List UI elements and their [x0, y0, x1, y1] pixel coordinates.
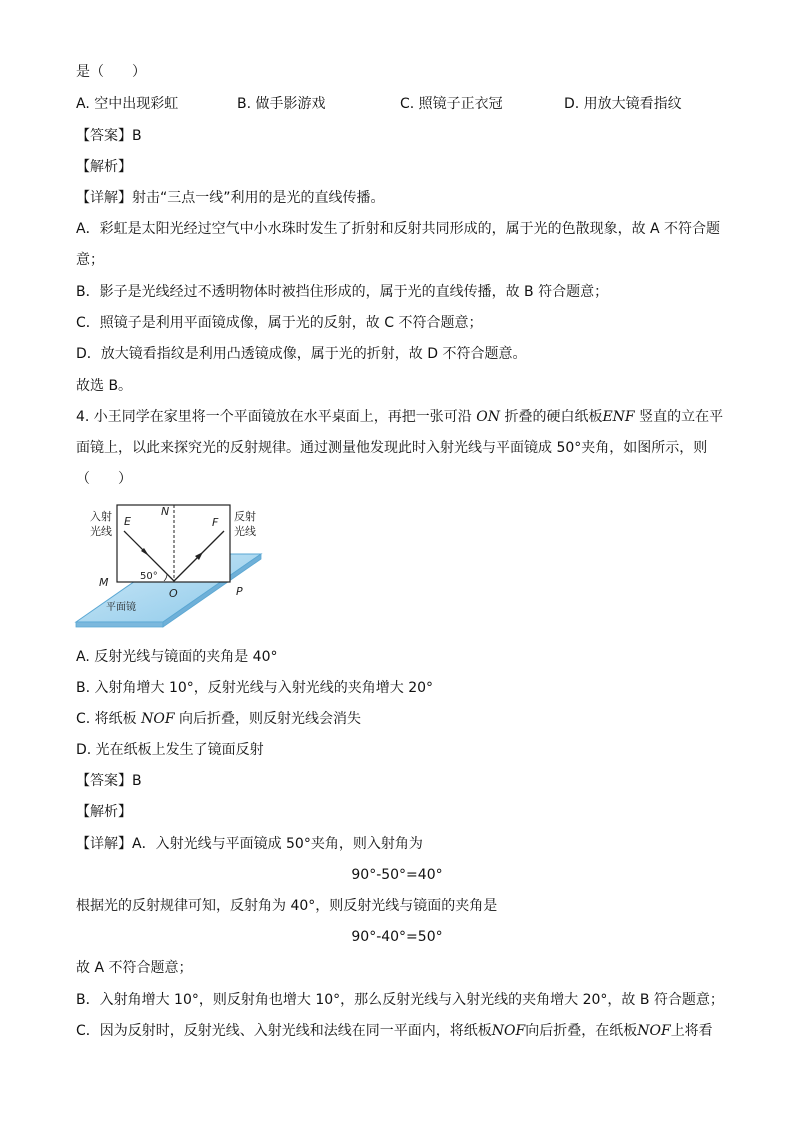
q3-explain-a: A．彩虹是太阳光经过空气中小水珠时发生了折射和反射共同形成的，属于光的色散现象，故 A 不符合题 — [76, 221, 721, 237]
q4-detail: 【详解】A．入射光线与平面镜成 50°夹角，则入射角为 — [76, 836, 423, 852]
var-enf: ENF — [602, 409, 635, 425]
q4-explain-c: C．因为反射时，反射光线、入射光线和法线在同一平面内，将纸板NOF向后折叠，在纸板NOF上将看 — [76, 1023, 713, 1039]
q4-option-a: A. 反射光线与镜面的夹角是 40° — [76, 649, 278, 665]
label-m: M — [99, 576, 109, 589]
incident-label-1: 入射 — [90, 510, 112, 523]
q4-equation-2: 90°-40°=50° — [351, 929, 443, 945]
q4-answer: 【答案】B — [76, 773, 142, 789]
q4-analysis-heading: 【解析】 — [76, 804, 132, 820]
q3-explain-d: D．放大镜看指纹是利用凸透镜成像，属于光的折射，故 D 不符合题意。 — [76, 346, 527, 362]
q4-explain-line2: 根据光的反射规律可知，反射角为 40°，则反射光线与镜面的夹角是 — [76, 898, 498, 914]
q3-option-c: C. 照镜子正衣冠 — [400, 96, 503, 112]
var-nof: NOF — [141, 711, 175, 727]
reflected-label-1: 反射 — [234, 510, 256, 523]
q3-stem-tail: 是（ ） — [76, 64, 146, 80]
var-on: ON — [476, 409, 500, 425]
reflected-label-2: 光线 — [234, 525, 256, 538]
q4-equation-1: 90°-50°=40° — [351, 867, 443, 883]
q3-option-a: A. 空中出现彩虹 — [76, 96, 179, 112]
q3-explain-b: B．影子是光线经过不透明物体时被挡住形成的，属于光的直线传播，故 B 符合题意； — [76, 284, 609, 300]
incident-label-2: 光线 — [90, 525, 112, 538]
var-nof: NOF — [491, 1023, 526, 1039]
q4-explain-line3: 故 A 不符合题意； — [76, 960, 193, 976]
label-n: N — [161, 505, 170, 518]
q4-stem-line2: 面镜上，以此来探究光的反射规律。通过测量他发现此时入射光线与平面镜成 50°夹角，如图所示，则 — [76, 440, 708, 456]
var-nof: NOF — [637, 1023, 671, 1039]
q4-option-c: C. 将纸板 NOF 向后折叠，则反射光线会消失 — [76, 711, 362, 727]
q3-explain-a-cont: 意； — [76, 252, 104, 268]
q3-analysis-heading: 【解析】 — [76, 159, 132, 175]
q4-stem-line3: （ ） — [76, 471, 132, 487]
label-e: E — [124, 515, 131, 528]
label-p: P — [236, 585, 243, 598]
q3-option-b: B. 做手影游戏 — [237, 96, 326, 112]
q3-conclusion: 故选 B。 — [76, 378, 133, 394]
label-o: O — [169, 587, 178, 600]
mirror-label: 平面镜 — [106, 602, 136, 613]
q3-option-d: D. 用放大镜看指纹 — [564, 96, 682, 112]
q4-option-d: D. 光在纸板上发生了镜面反射 — [76, 742, 264, 758]
q4-explain-b: B．入射角增大 10°，则反射角也增大 10°，那么反射光线与入射光线的夹角增大 20°，故 B 符合题意； — [76, 992, 724, 1008]
q3-answer: 【答案】B — [76, 128, 142, 144]
q4-option-b: B. 入射角增大 10°，反射光线与入射光线的夹角增大 20° — [76, 680, 434, 696]
angle-label: 50° — [140, 571, 158, 582]
label-f: F — [212, 516, 219, 529]
reflection-diagram — [70, 500, 280, 635]
q3-detail: 【详解】射击“三点一线”利用的是光的直线传播。 — [76, 190, 385, 206]
q4-stem-line1: 4. 小王同学在家里将一个平面镜放在水平桌面上，再把一张可沿 ON 折叠的硬白纸板ENF 竖直的立在平 — [76, 409, 724, 425]
q3-explain-c: C．照镜子是利用平面镜成像，属于光的反射，故 C 不符合题意； — [76, 315, 483, 331]
